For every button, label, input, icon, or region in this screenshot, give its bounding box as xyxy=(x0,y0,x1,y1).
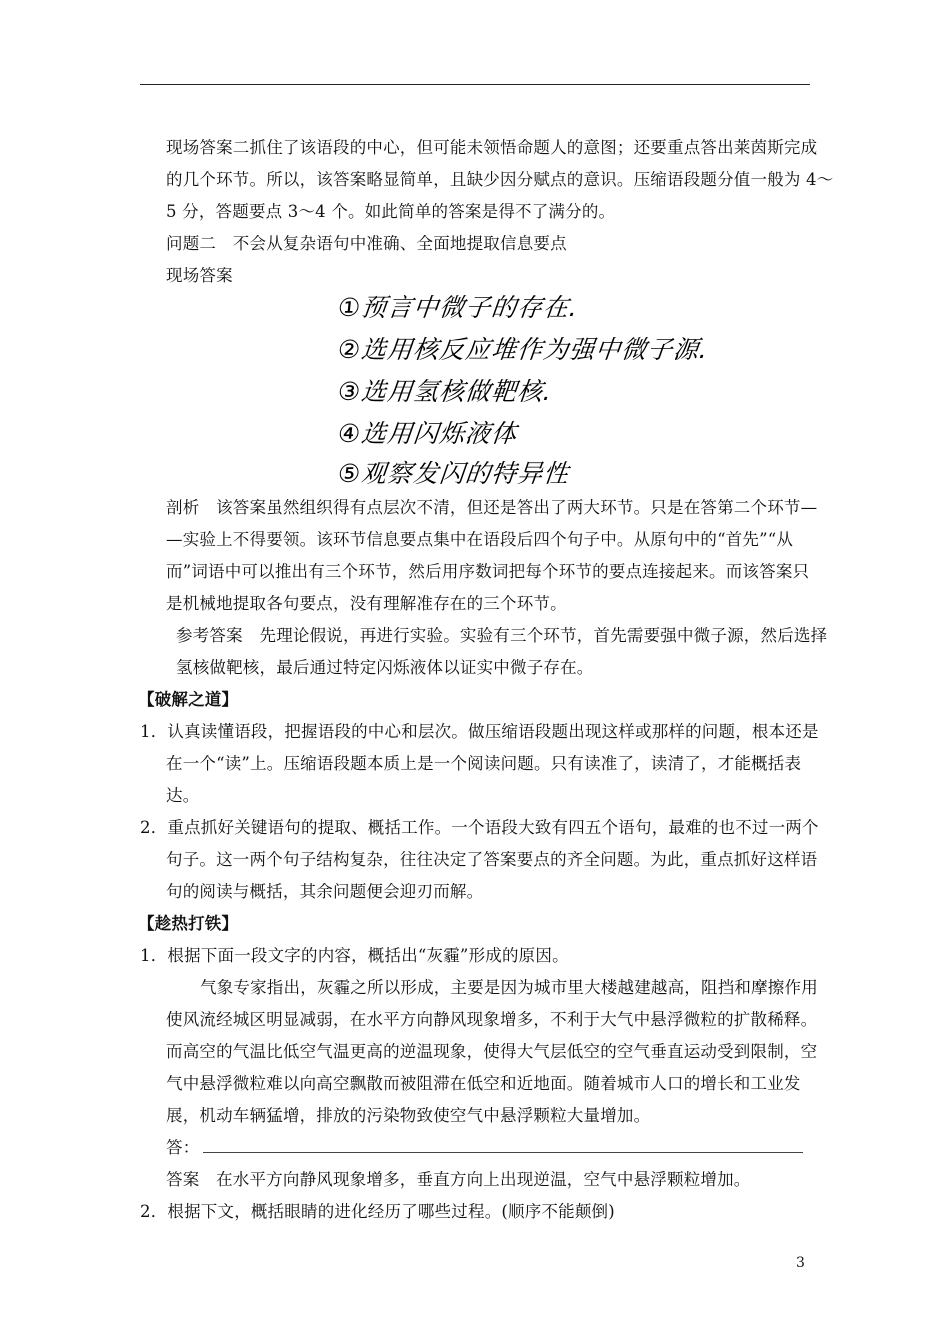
section-heading-practice: 【趁热打铁】 xyxy=(138,914,239,933)
list-item: 2．重点抓好关键语句的提取、概括工作。一个语段大致有四五个语句，最难的也不过一两个 xyxy=(140,818,819,837)
reference-answer-line: 氢核做靶核，最后通过特定闪烁液体以证实中微子存在。 xyxy=(176,658,594,677)
paragraph-line: 的几个环节。所以，该答案略显简单，且缺少因分赋点的意识。压缩语段题分值一般为 4～ xyxy=(166,170,834,189)
passage-line: 气中悬浮微粒难以向高空飘散而被阻滞在低空和近地面。随着城市人口的增长和工业发 xyxy=(166,1074,801,1093)
handwritten-answer-image xyxy=(336,286,710,488)
answer-blank-line[interactable] xyxy=(203,1138,803,1153)
list-item-continuation: 句的阅读与概括，其余问题便会迎刃而解。 xyxy=(166,882,484,901)
analysis-line: 是机械地提取各句要点，没有理解准存在的三个环节。 xyxy=(166,594,567,613)
passage-line: 气象专家指出，灰霾之所以形成，主要是因为城市里大楼越建越高，阻挡和摩擦作用 xyxy=(200,978,818,997)
answer-label: 答： xyxy=(166,1138,200,1157)
handwritten-line: ③选用氢核做靶核. xyxy=(336,377,554,406)
section-heading-solution: 【破解之道】 xyxy=(138,690,239,709)
question-2: 2．根据下文，概括眼睛的进化经历了哪些过程。(顺序不能颠倒) xyxy=(140,1202,615,1221)
handwritten-line: ②选用核反应堆作为强中微子源. xyxy=(336,335,710,364)
list-item-continuation: 在一个“读”上。压缩语段题本质上是一个阅读问题。只有读准了，读清了，才能概括表 xyxy=(166,754,802,773)
question-1: 1．根据下面一段文字的内容，概括出“灰霾”形成的原因。 xyxy=(140,946,569,965)
list-item-continuation: 句子。这一两个句子结构复杂，往往决定了答案要点的齐全问题。为此，重点抓好这样语 xyxy=(166,850,818,869)
answer-row xyxy=(166,1138,803,1158)
problem-heading: 问题二 不会从复杂语句中准确、全面地提取信息要点 xyxy=(166,234,567,253)
onsite-answer-label: 现场答案 xyxy=(166,266,233,285)
header-rule xyxy=(140,84,810,85)
answer-line: 答案 在水平方向静风现象增多，垂直方向上出现逆温，空气中悬浮颗粒增加。 xyxy=(166,1170,751,1189)
list-item-continuation: 达。 xyxy=(166,786,200,805)
analysis-line: —实验上不得要领。该环节信息要点集中在语段后四个句子中。从原句中的“首先”“从 xyxy=(166,530,794,549)
handwritten-line: ①预言中微子的存在. xyxy=(336,293,580,322)
handwritten-line: ④选用闪烁液体 xyxy=(336,419,519,448)
passage-line: 使风流经城区明显减弱，在水平方向静风现象增多，不利于大气中悬浮微粒的扩散稀释。 xyxy=(166,1010,818,1029)
analysis-line: 剖析 该答案虽然组织得有点层次不清，但还是答出了两大环节。只是在答第二个环节— xyxy=(166,498,818,517)
analysis-line: 而”词语中可以推出有三个环节，然后用序数词把每个环节的要点连接起来。而该答案只 xyxy=(166,562,810,581)
page-number: 3 xyxy=(796,1255,805,1271)
passage-line: 而高空的气温比低空气温更高的逆温现象，使得大气层低空的空气垂直运动受到限制，空 xyxy=(166,1042,818,1061)
list-item: 1．认真读懂语段，把握语段的中心和层次。做压缩语段题出现这样或那样的问题，根本还是 xyxy=(140,722,819,741)
reference-answer-line: 参考答案 先理论假说，再进行实验。实验有三个环节，首先需要强中微子源，然后选择 xyxy=(176,626,828,645)
paragraph-line: 现场答案二抓住了该语段的中心，但可能未领悟命题人的意图；还要重点答出莱茵斯完成 xyxy=(166,138,818,157)
handwritten-line: ⑤观察发闪的特异性 xyxy=(336,459,571,488)
paragraph-line: 5 分，答题要点 3～4 个。如此简单的答案是得不了满分的。 xyxy=(166,202,616,221)
passage-line: 展，机动车辆猛增，排放的污染物致使空气中悬浮颗粒大量增加。 xyxy=(166,1106,651,1125)
